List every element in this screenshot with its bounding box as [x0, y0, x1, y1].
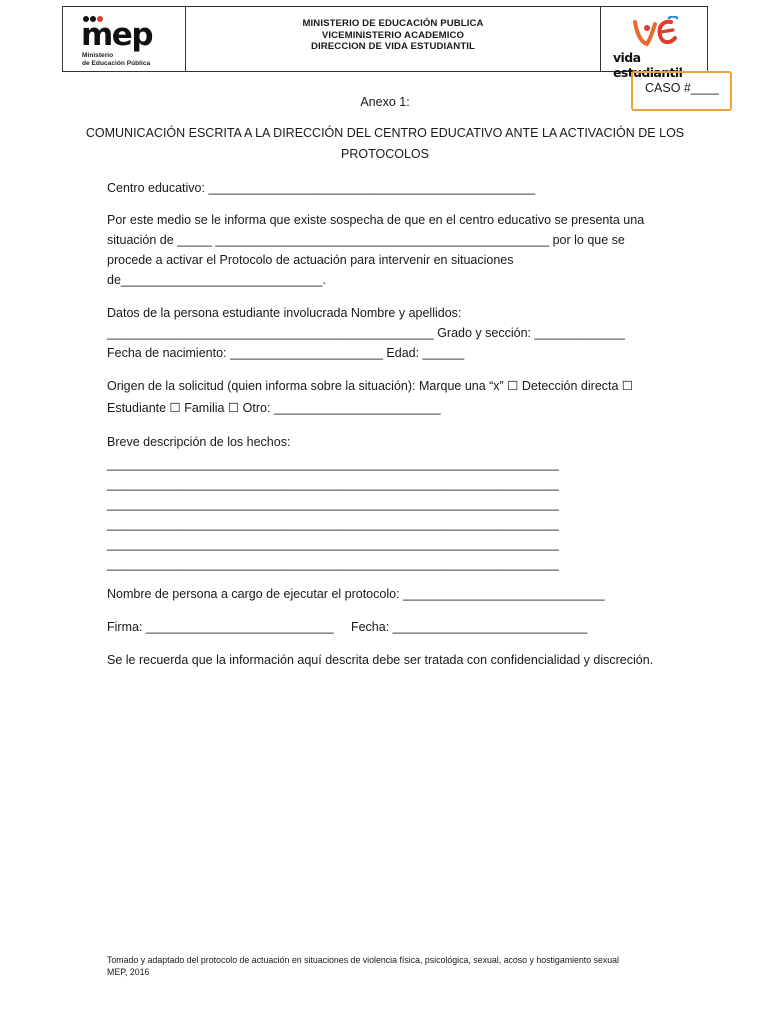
mep-subtitle-line1: Ministerio	[82, 52, 114, 59]
form-title-line1: COMUNICACIÓN ESCRITA A LA DIRECCIÓN DEL CENTRO EDUCATIVO ANTE LA ACTIVACIÓN DE LOS	[85, 126, 685, 140]
mep-logo-subtitle	[82, 52, 150, 68]
paragraph1-line3: procede a activar el Protocolo de actuación para intervenir en situaciones	[107, 253, 514, 267]
descripcion-line[interactable]: _________________________________________________________________	[107, 517, 559, 531]
origen-solicitud-line1[interactable]: Origen de la solicitud (quien informa sobre la situación): Marque una “x” ☐ Detección directa ☐	[107, 379, 634, 393]
descripcion-line[interactable]: _________________________________________________________________	[107, 477, 559, 491]
centro-educativo-field[interactable]: Centro educativo: _______________________________________________	[107, 181, 536, 195]
situaciones-field[interactable]: de_____________________________.	[107, 273, 326, 287]
header-line-viceministerio: VICEMINISTERIO ACADEMICO	[321, 29, 465, 41]
header-left-cell	[63, 7, 186, 71]
mep-subtitle-line2: de Educación Pública	[82, 59, 151, 67]
mep-logo	[79, 15, 171, 69]
caso-label: CASO #____	[645, 81, 719, 95]
firma-fecha-field[interactable]: Firma: ___________________________ Fecha: ____________________________	[107, 620, 588, 634]
situacion-field[interactable]: situación de _____ ________________________________________________ por lo que se	[107, 233, 625, 247]
origen-solicitud-line2[interactable]: Estudiante ☐ Familia ☐ Otro: ________________________	[107, 401, 441, 415]
datos-estudiante-label: Datos de la persona estudiante involucrada Nombre y apellidos:	[107, 306, 462, 320]
vida-estudiantil-word: vida estudiantil	[613, 50, 683, 80]
descripcion-line[interactable]: _________________________________________________________________	[107, 537, 559, 551]
vida-estudiantil-logo	[601, 7, 707, 80]
breve-descripcion-label: Breve descripción de los hechos:	[107, 435, 291, 449]
header-title-cell	[186, 7, 601, 71]
header-line-direccion: DIRECCION DE VIDA ESTUDIANTIL	[310, 41, 476, 52]
descripcion-line[interactable]: _________________________________________________________________	[107, 457, 559, 471]
descripcion-line[interactable]: _________________________________________________________________	[107, 557, 559, 571]
document-header	[62, 6, 708, 80]
fecha-edad-field[interactable]: Fecha de nacimiento: ______________________ Edad: ______	[107, 346, 465, 360]
vida-estudiantil-emblem-icon	[631, 16, 679, 48]
mep-logo-word: mep	[81, 17, 153, 53]
descripcion-line[interactable]: _________________________________________________________________	[107, 497, 559, 511]
header-right-cell	[601, 7, 707, 80]
form-title-line2: PROTOCOLOS	[341, 147, 429, 161]
nombre-grado-field[interactable]: _______________________________________________ Grado y sección: _____________	[107, 326, 625, 340]
footer-source-line2: MEP, 2016	[107, 967, 150, 977]
header-line-ministerio: MINISTERIO DE EDUCACIÓN PUBLICA	[302, 18, 484, 29]
paragraph1-line1: Por este medio se le informa que existe sospecha de que en el centro educativo se presenta una	[107, 213, 645, 227]
confidencialidad-note: Se le recuerda que la información aquí descrita debe ser tratada con confidencialidad y discreción.	[107, 653, 654, 667]
persona-a-cargo-field[interactable]: Nombre de persona a cargo de ejecutar el protocolo: _____________________________	[107, 587, 605, 601]
annex-heading: Anexo 1:	[360, 95, 410, 109]
footer-source-line1: Tomado y adaptado del protocolo de actuación en situaciones de violencia física, psicológica, sexual, acoso y hostigamiento sexual	[107, 955, 619, 965]
